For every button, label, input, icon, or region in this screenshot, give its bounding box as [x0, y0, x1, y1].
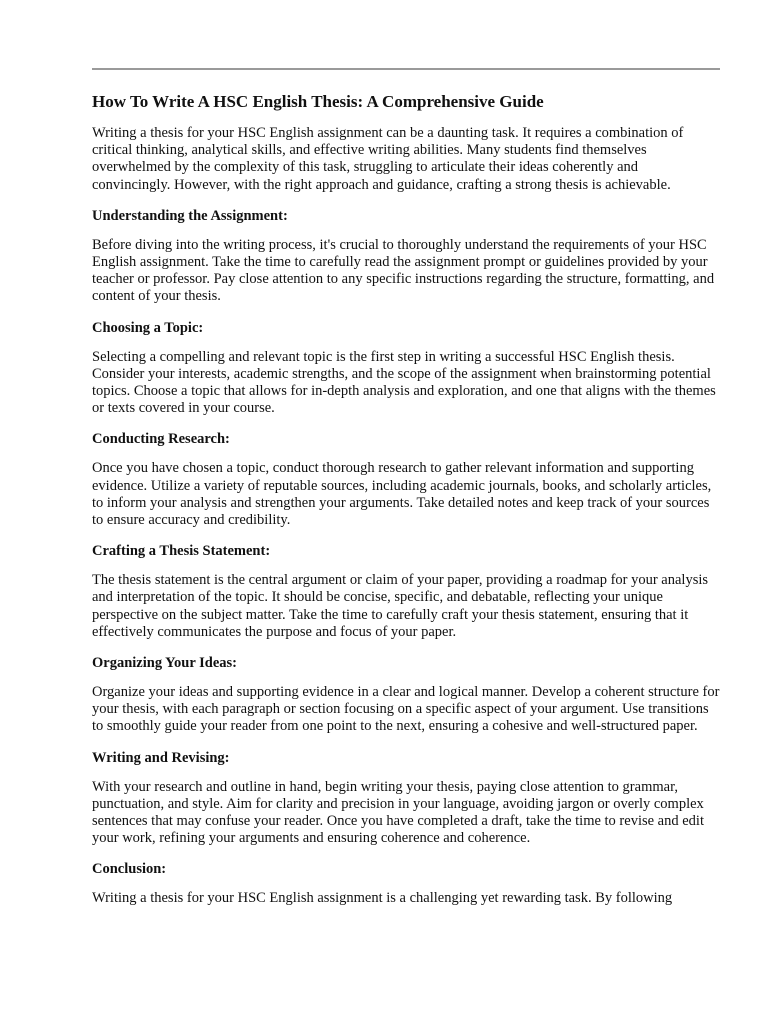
section-body-writing: With your research and outline in hand, begin writing your thesis, paying close attention to grammar, punctuation, and style. Aim for clarity and precision in your language, avoiding jargon or overly complex sentences that may confuse your reader. Once you have completed a draft, take the time to revise and edit your work, refining your arguments and ensuring coherence and coherence.: [92, 778, 704, 847]
section-body-organizing: Organize your ideas and supporting evidence in a clear and logical manner. Develop a coherent structure for your thesis, with each paragraph or section focusing on a specific aspect of your argument. Use transitions to smoothly guide your reader from one point to the next, ensuring a cohesive and well-structured paper.: [92, 684, 720, 735]
document-title: How To Write A HSC English Thesis: A Comprehensive Guide: [92, 92, 544, 111]
document-content: [92, 91, 720, 921]
section-body-understanding: Before diving into the writing process, it's crucial to thoroughly understand the requirements of your HSC English assignment. Take the time to carefully read the assignment prompt or guidelines provided by your teacher or professor. Pay close attention to any specific instructions regarding the structure, formatting, and content of your thesis.: [92, 236, 715, 305]
section-body-topic: Selecting a compelling and relevant topic is the first step in writing a successful HSC English thesis. Consider your interests, academic strengths, and the scope of the assignment when brainstorming potential topics. Choose a topic that allows for in-depth analysis and exploration, and one that aligns with the themes or texts covered in your course.: [92, 348, 716, 417]
section-body-conclusion: Writing a thesis for your HSC English assignment is a challenging yet rewarding task. By following: [92, 890, 673, 907]
section-body-research: Once you have chosen a topic, conduct thorough research to gather relevant information and supporting evidence. Utilize a variety of reputable sources, including academic journals, books, and scholarly articles, to inform your analysis and strengthen your arguments. Take detailed notes and keep track of your sources to ensure accuracy and credibility.: [92, 460, 712, 529]
section-heading-conclusion: Conclusion:: [92, 861, 167, 878]
section-heading-research: Conducting Research:: [92, 431, 230, 448]
section-heading-topic: Choosing a Topic:: [92, 319, 204, 336]
section-heading-organizing: Organizing Your Ideas:: [92, 655, 238, 672]
section-heading-writing: Writing and Revising:: [92, 749, 230, 766]
top-divider: [92, 68, 720, 70]
intro-paragraph: Writing a thesis for your HSC English assignment can be a daunting task. It requires a combination of critical thinking, analytical skills, and effective writing abilities. Many students find themselves overwhelmed by the complexity of this task, struggling to articulate their ideas coherently and convincingly. However, with the right approach and guidance, crafting a strong thesis is achievable.: [92, 125, 684, 193]
section-heading-thesis-statement: Crafting a Thesis Statement:: [92, 543, 271, 560]
section-heading-understanding: Understanding the Assignment:: [92, 207, 288, 224]
section-body-thesis-statement: The thesis statement is the central argument or claim of your paper, providing a roadmap for your analysis and interpretation of the topic. It should be concise, specific, and debatable, reflecting your unique perspective on the subject matter. Take the time to carefully craft your thesis statement, ensuring that it effectively communicates the purpose and focus of your paper.: [92, 572, 709, 640]
